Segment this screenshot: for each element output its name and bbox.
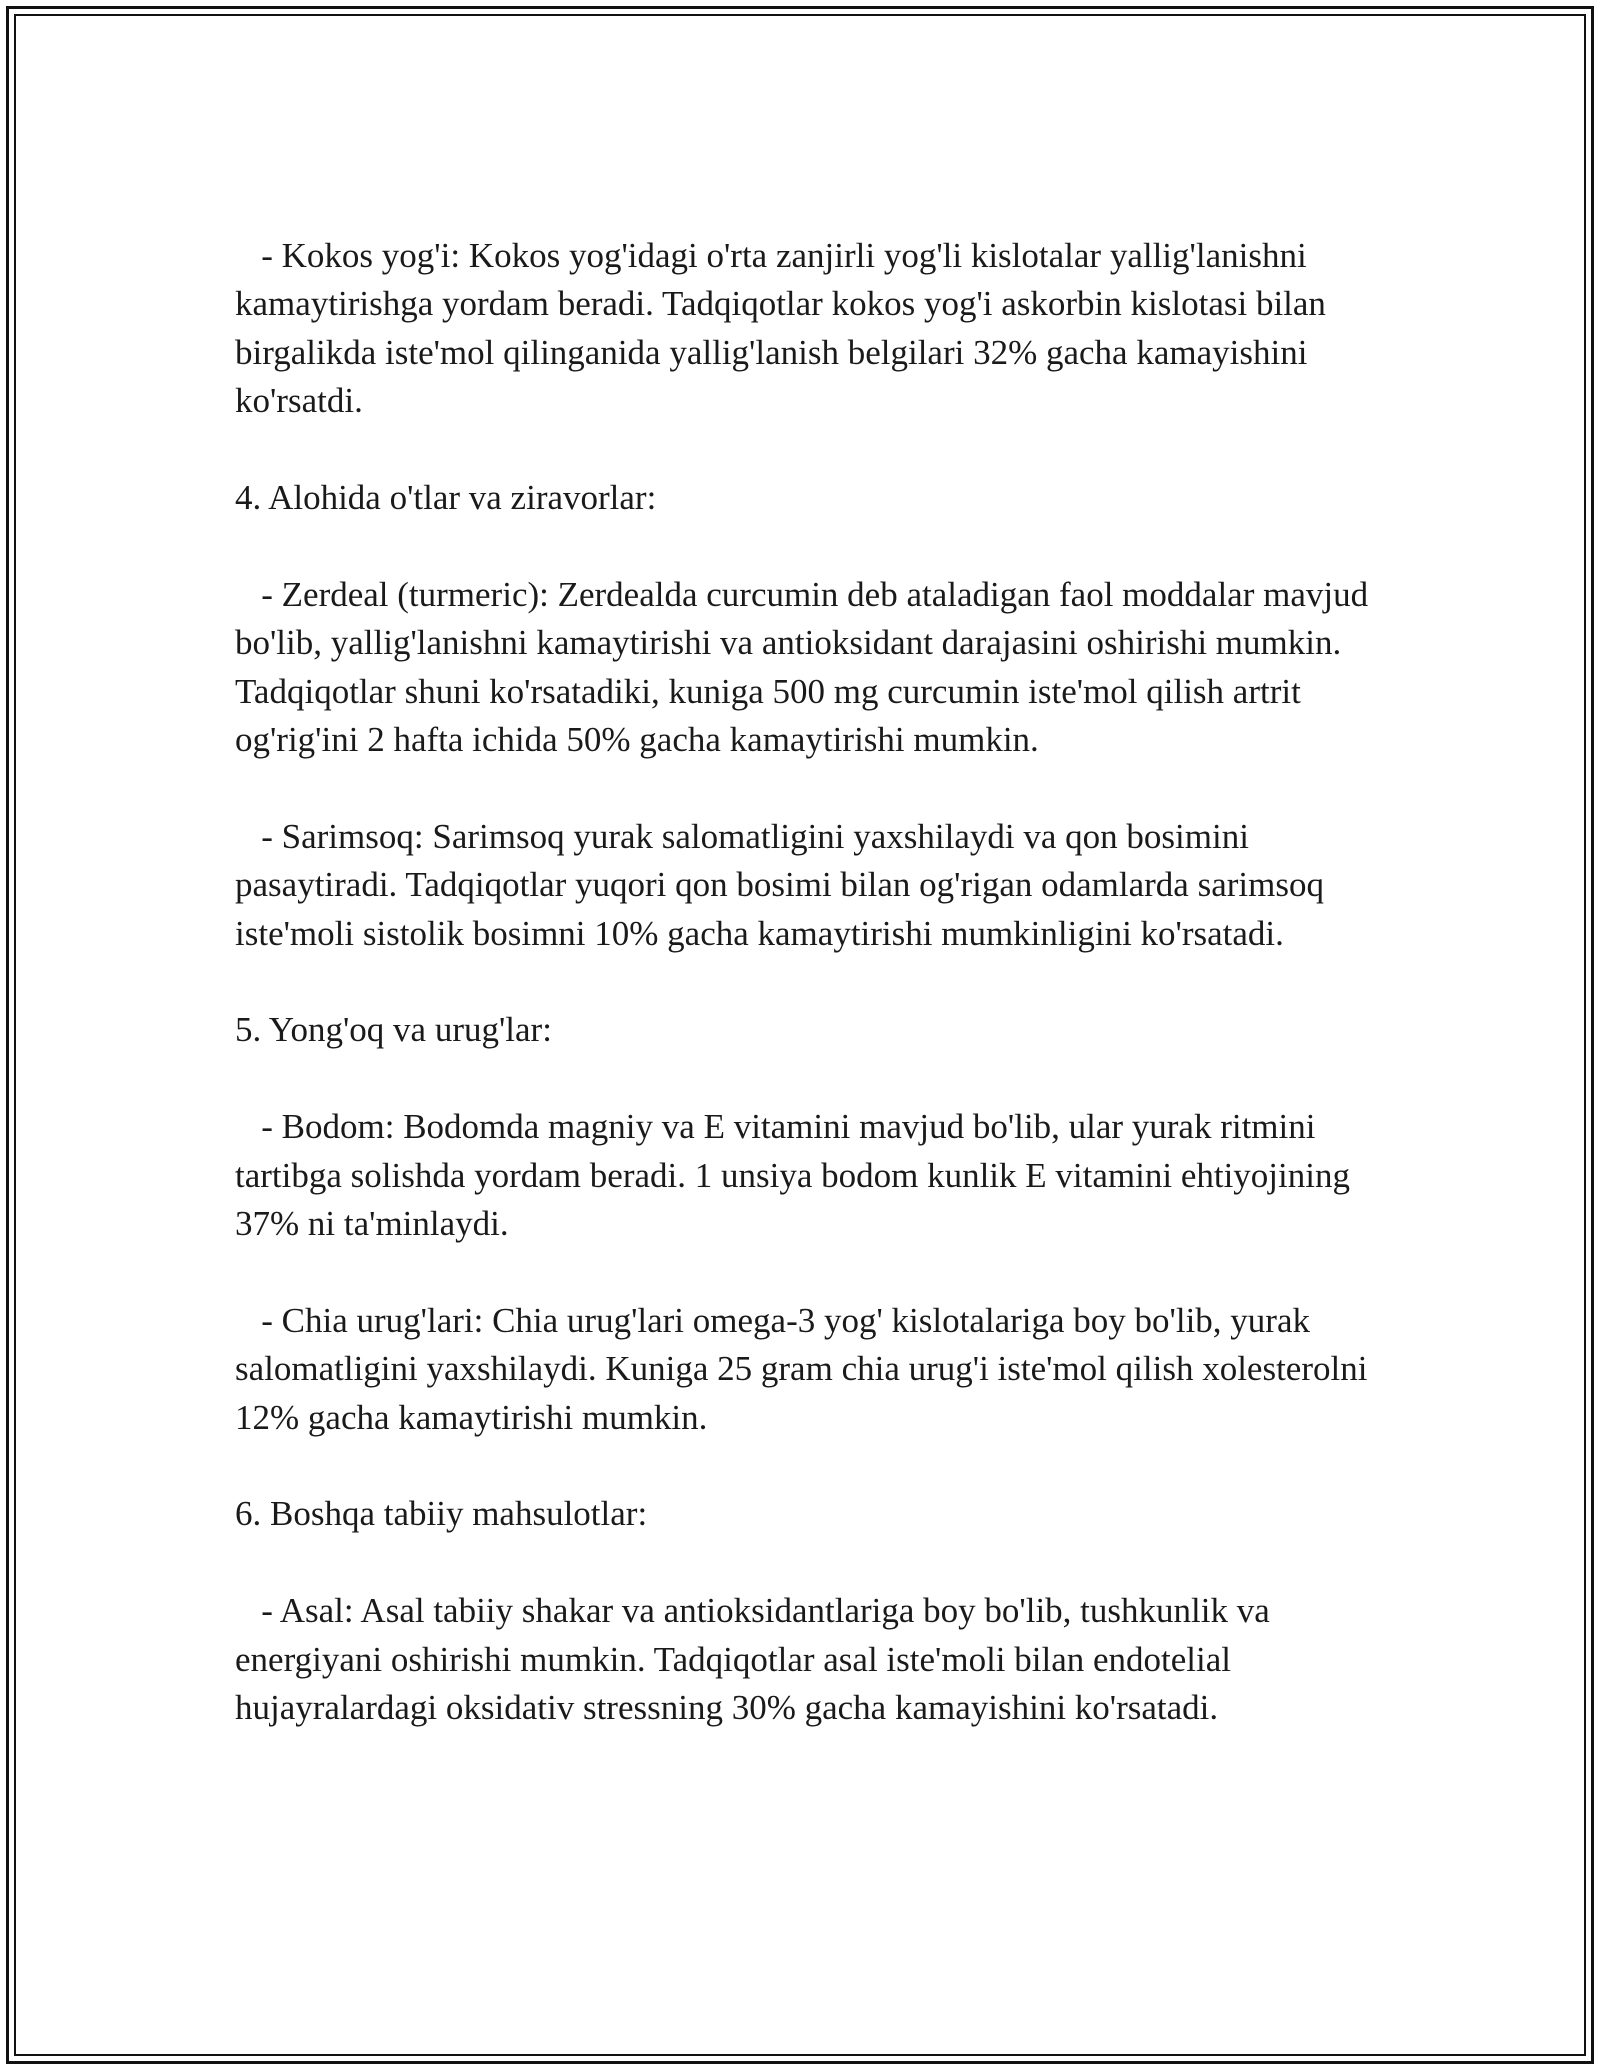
document-body <box>235 232 1375 1732</box>
section-heading-other-natural-products: 6. Boshqa tabiiy mahsulotlar: <box>235 1494 648 1534</box>
paragraph-honey: - Asal: Asal tabiiy shakar va antioksidantlariga boy bo'lib, tushkunlik va energiyani oshirishi mumkin. Tadqiqotlar asal iste'moli bilan endotelial hujayralardagi oksidativ stressning 30% gacha kamayishini ko'rsatadi. <box>235 1591 1279 1728</box>
paragraph-turmeric: - Zerdeal (turmeric): Zerdealda curcumin deb ataladigan faol moddalar mavjud bo'lib, yallig'lanishni kamaytirishi va antioksidant darajasini oshirishi mumkin. Tadqiqotlar shuni ko'rsatadiki, kuniga 500 mg curcumin iste'mol qilish artrit og'rig'ini 2 hafta ichida 50% gacha kamaytirishi mumkin. <box>235 574 1377 760</box>
paragraph-coconut-oil: - Kokos yog'i: Kokos yog'idagi o'rta zanjirli yog'li kislotalar yallig'lanishni kamaytirishga yordam beradi. Tadqiqotlar kokos yog'i askorbin kislotasi bilan birgalikda iste'mol qilinganida yallig'lanish belgilari 32% gacha kamayishini ko'rsatdi. <box>235 236 1335 421</box>
paragraph-chia-seeds: - Chia urug'lari: Chia urug'lari omega-3 yog' kislotalariga boy bo'lib, yurak salomatligini yaxshilaydi. Kuniga 25 gram chia urug'i iste'mol qilish xolesterolni 12% gacha kamaytirishi mumkin. <box>235 1300 1377 1437</box>
section-heading-herbs-spices: 4. Alohida o'tlar va ziravorlar: <box>235 478 657 518</box>
paragraph-almond: - Bodom: Bodomda magniy va E vitamini mavjud bo'lib, ular yurak ritmini tartibga solishda yordam beradi. 1 unsiya bodom kunlik E vitamini ehtiyojining 37% ni ta'minlaydi. <box>235 1107 1359 1244</box>
paragraph-garlic: - Sarimsoq: Sarimsoq yurak salomatligini yaxshilaydi va qon bosimini pasaytiradi. Tadqiqotlar yuqori qon bosimi bilan og'rigan odamlarda sarimsoq iste'moli sistolik bosimni 10% gacha kamaytirishi mumkinligini ko'rsatadi. <box>235 816 1333 953</box>
section-heading-nuts-seeds: 5. Yong'oq va urug'lar: <box>235 1010 552 1050</box>
